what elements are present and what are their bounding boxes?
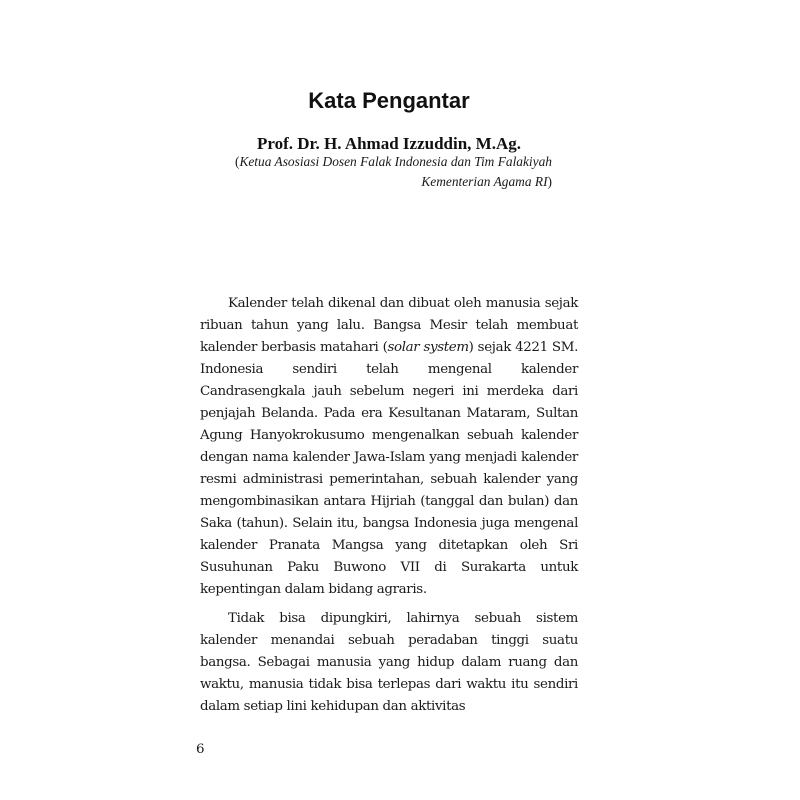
affiliation-line-1: Ketua Asosiasi Dosen Falak Indonesia dan Tim Falakiyah bbox=[239, 154, 552, 169]
paragraph-2: Tidak bisa dipungkiri, lahirnya sebuah sistem kalender menandai sebuah peradaban tinggi suatu bangsa. Sebagai manusia yang hidup dalam ruang dan waktu, manusia tidak bisa terlepas dari waktu itu sendiri dalam setiap lini kehidupan dan aktivitas bbox=[200, 611, 578, 714]
affiliation-open-paren: ( bbox=[234, 154, 240, 169]
page-title: Kata Pengantar bbox=[308, 88, 470, 113]
paragraph-1 bbox=[200, 293, 578, 601]
author-name: Prof. Dr. H. Ahmad Izzuddin, M.Ag. bbox=[257, 134, 521, 153]
paragraph-1-part-b: ) sejak 4221 SM. Indonesia sendiri telah mengenal kalender Candrasengkala jauh sebelum negeri ini merdeka dari penjajah Belanda. Pada era Kesultanan Mataram, Sultan Agung Hanyokrokusumo mengenalkan sebuah kalender dengan nama kalender Jawa-Islam yang menjadi kalender resmi administrasi pemerintahan, sebuah kalender yang mengombinasikan antara Hijriah (tanggal dan bulan) dan Saka (tahun). Selain itu, bangsa Indonesia juga mengenal kalender Pranata Mangsa yang ditetapkan oleh Sri Susuhunan Paku Buwono VII di Surakarta untuk kepentingan dalam bidang agraris. bbox=[200, 340, 578, 597]
paragraph-1-part-a: Kalender telah dikenal dan dibuat oleh manusia sejak ribuan tahun yang lalu. Bangsa Mesir telah membuat kalender berbasis matahari ( bbox=[200, 296, 578, 355]
affiliation-line-2: Kementerian Agama RI bbox=[421, 174, 548, 189]
affiliation-close-paren: ) bbox=[547, 174, 552, 189]
paragraph-1-term: solar system bbox=[387, 340, 469, 355]
author-affiliation bbox=[228, 152, 552, 192]
page-number: 6 bbox=[196, 742, 205, 757]
body-text bbox=[200, 293, 578, 718]
